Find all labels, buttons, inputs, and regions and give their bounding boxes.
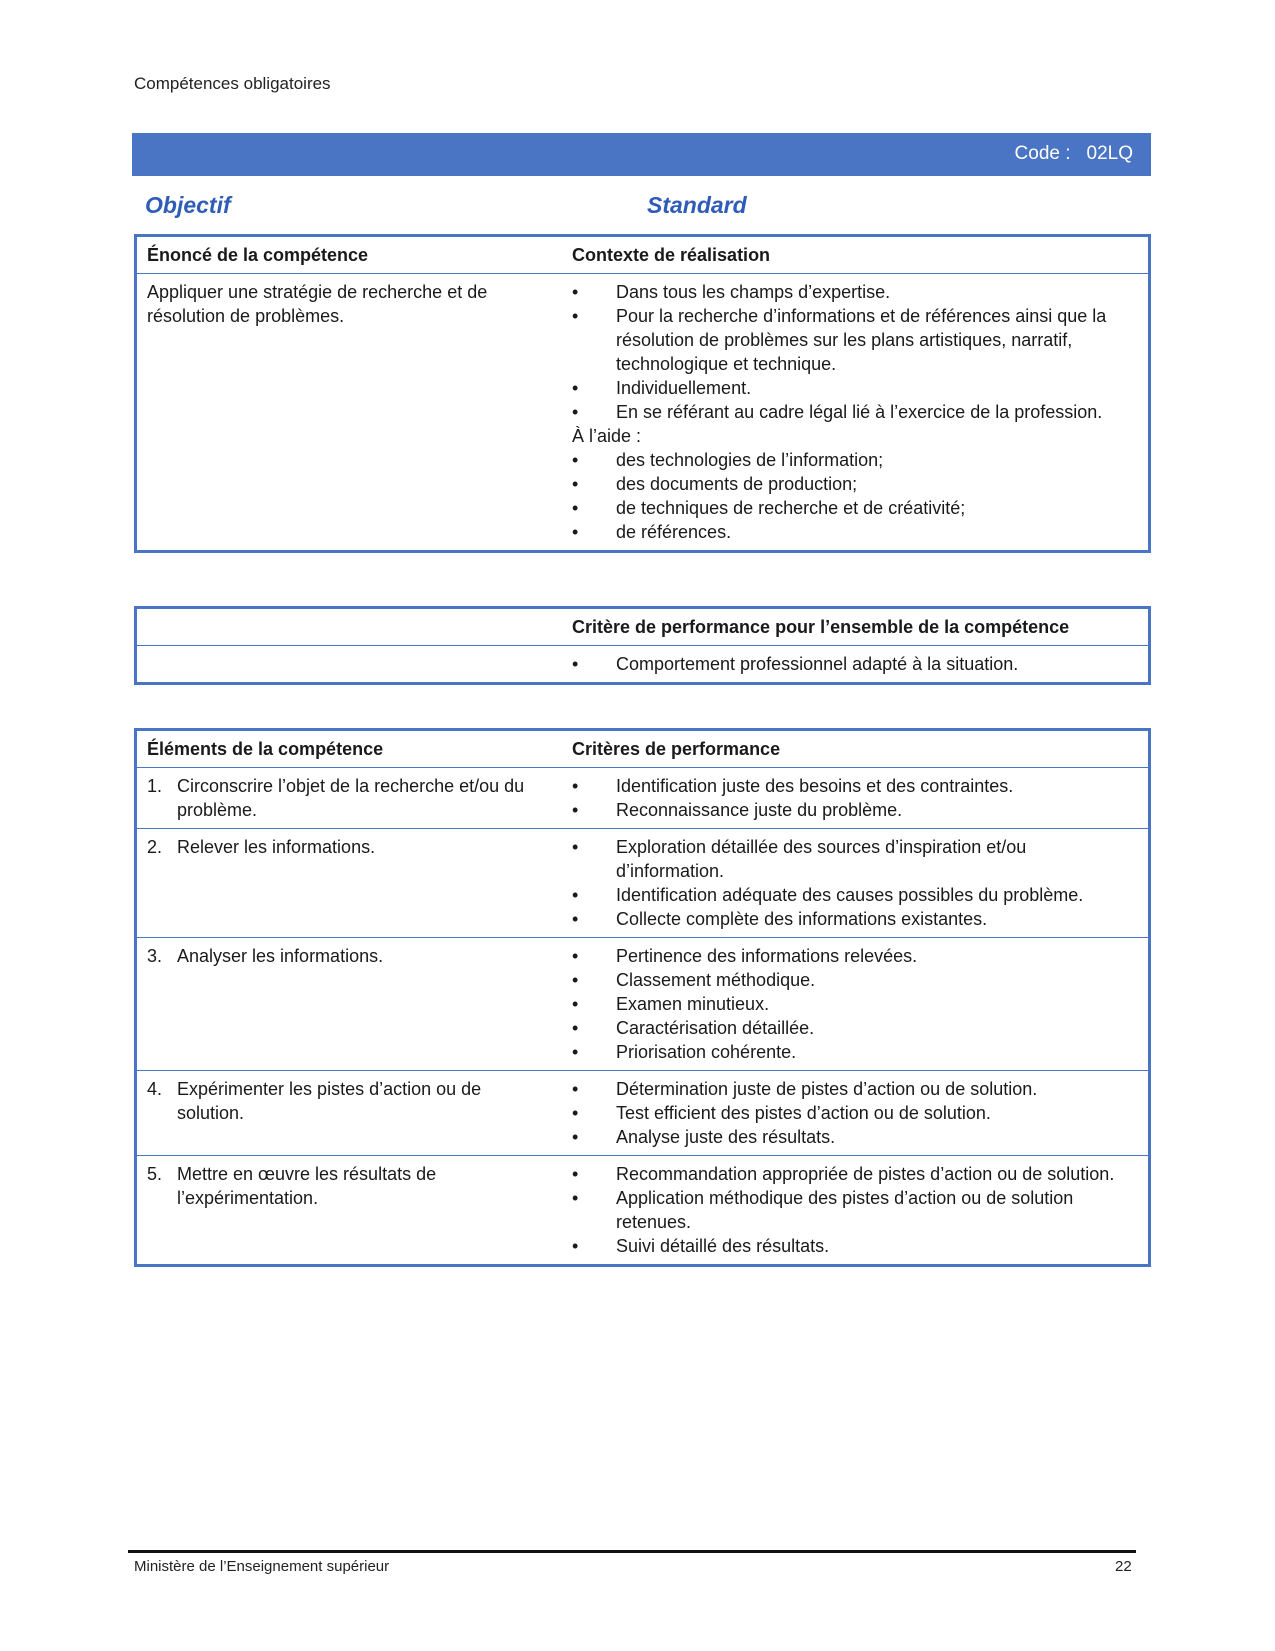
bullet-item: • Caractérisation détaillée. bbox=[572, 1016, 1138, 1040]
element-cell bbox=[136, 829, 563, 938]
context-cell bbox=[562, 274, 1150, 552]
criteria-list bbox=[572, 1077, 1138, 1149]
empty-cell bbox=[136, 646, 563, 684]
criteria-cell bbox=[562, 938, 1150, 1071]
element-number: 3. bbox=[147, 946, 163, 966]
table-row bbox=[136, 829, 1150, 938]
bullet-item: • Pour la recherche d’informations et de références ainsi que la résolution de problèmes sur les plans artistiques, narratif, technologique et technique. bbox=[572, 304, 1138, 376]
footer-ministry: Ministère de l’Enseignement supérieur bbox=[134, 1558, 390, 1575]
element-number: 4. bbox=[147, 1079, 163, 1099]
elements-table bbox=[134, 728, 1151, 1267]
element-cell bbox=[136, 938, 563, 1071]
code-value: 02LQ bbox=[1086, 143, 1133, 164]
bullet-item: • Recommandation appropriée de pistes d’action ou de solution. bbox=[572, 1162, 1138, 1186]
overall-criteria-cell bbox=[562, 646, 1150, 684]
bullet-item: • des documents de production; bbox=[572, 472, 1138, 496]
aide-label: À l’aide : bbox=[572, 426, 642, 446]
element-text: Expérimenter les pistes d’action ou de solution. bbox=[177, 1079, 482, 1123]
code-label bbox=[1015, 143, 1133, 165]
bullet-item: • des technologies de l’information; bbox=[572, 448, 1138, 472]
table-row bbox=[136, 938, 1150, 1071]
criteria-list bbox=[572, 835, 1138, 931]
bullet-item: • Examen minutieux. bbox=[572, 992, 1138, 1016]
overall-criteria-header: Critère de performance pour l’ensemble de la compétence bbox=[572, 617, 1070, 637]
bullet-item: • Application méthodique des pistes d’action ou de solution retenues. bbox=[572, 1186, 1138, 1234]
table-row bbox=[136, 768, 1150, 829]
bullet-item: • Individuellement. bbox=[572, 376, 1138, 400]
bullet-item: • Pertinence des informations relevées. bbox=[572, 944, 1138, 968]
element-number: 1. bbox=[147, 776, 163, 796]
bullet-item: • Collecte complète des informations existantes. bbox=[572, 907, 1138, 931]
standard-label: Standard bbox=[647, 192, 747, 218]
criteria-list bbox=[572, 774, 1138, 822]
empty-cell bbox=[136, 608, 563, 646]
bullet-item: • Reconnaissance juste du problème. bbox=[572, 798, 1138, 822]
bullet-item: • Classement méthodique. bbox=[572, 968, 1138, 992]
element-text: Relever les informations. bbox=[177, 837, 376, 857]
statement-header: Énoncé de la compétence bbox=[147, 245, 369, 265]
context-header: Contexte de réalisation bbox=[572, 245, 771, 265]
elements-header: Éléments de la compétence bbox=[147, 739, 384, 759]
context-list bbox=[572, 280, 1138, 424]
bullet-item: • En se référant au cadre légal lié à l’exercice de la profession. bbox=[572, 400, 1138, 424]
table-row bbox=[136, 1071, 1150, 1156]
element-cell bbox=[136, 1156, 563, 1266]
element-text: Analyser les informations. bbox=[177, 946, 384, 966]
bullet-item: • de techniques de recherche et de créativité; bbox=[572, 496, 1138, 520]
competence-statement: Appliquer une stratégie de recherche et de résolution de problèmes. bbox=[136, 274, 563, 552]
footer-rule bbox=[128, 1550, 1136, 1553]
objective-label: Objectif bbox=[145, 192, 231, 218]
bullet-item: • Priorisation cohérente. bbox=[572, 1040, 1138, 1064]
table-row bbox=[136, 1156, 1150, 1266]
bullet-item: • Analyse juste des résultats. bbox=[572, 1125, 1138, 1149]
header-note: Compétences obligatoires bbox=[134, 74, 331, 93]
element-number: 5. bbox=[147, 1164, 163, 1184]
element-cell bbox=[136, 768, 563, 829]
context-table bbox=[134, 234, 1151, 553]
bullet-item: • Test efficient des pistes d’action ou de solution. bbox=[572, 1101, 1138, 1125]
criteria-cell bbox=[562, 1156, 1150, 1266]
bullet-item: • Détermination juste de pistes d’action ou de solution. bbox=[572, 1077, 1138, 1101]
criteria-cell bbox=[562, 1071, 1150, 1156]
code-label-text: Code : bbox=[1014, 143, 1071, 164]
bullet-item: • de références. bbox=[572, 520, 1138, 544]
criteria-list bbox=[572, 1162, 1138, 1258]
code-bar bbox=[132, 133, 1151, 176]
criteria-cell bbox=[562, 829, 1150, 938]
overall-criteria-list bbox=[572, 652, 1138, 676]
aide-list bbox=[572, 448, 1138, 544]
bullet-item: • Identification adéquate des causes possibles du problème. bbox=[572, 883, 1138, 907]
element-text: Mettre en œuvre les résultats de l’expérimentation. bbox=[177, 1164, 437, 1208]
criteria-header: Critères de performance bbox=[572, 739, 781, 759]
page-number: 22 bbox=[1115, 1558, 1132, 1575]
criteria-cell bbox=[562, 768, 1150, 829]
overall-criteria-table bbox=[134, 606, 1151, 685]
element-number: 2. bbox=[147, 837, 163, 857]
criteria-list bbox=[572, 944, 1138, 1064]
element-cell bbox=[136, 1071, 563, 1156]
bullet-item: • Identification juste des besoins et des contraintes. bbox=[572, 774, 1138, 798]
bullet-item: • Dans tous les champs d’expertise. bbox=[572, 280, 1138, 304]
bullet-item: • Suivi détaillé des résultats. bbox=[572, 1234, 1138, 1258]
bullet-item: • Comportement professionnel adapté à la situation. bbox=[572, 652, 1138, 676]
bullet-item: • Exploration détaillée des sources d’inspiration et/ou d’information. bbox=[572, 835, 1138, 883]
element-text: Circonscrire l’objet de la recherche et/ou du problème. bbox=[177, 776, 525, 820]
